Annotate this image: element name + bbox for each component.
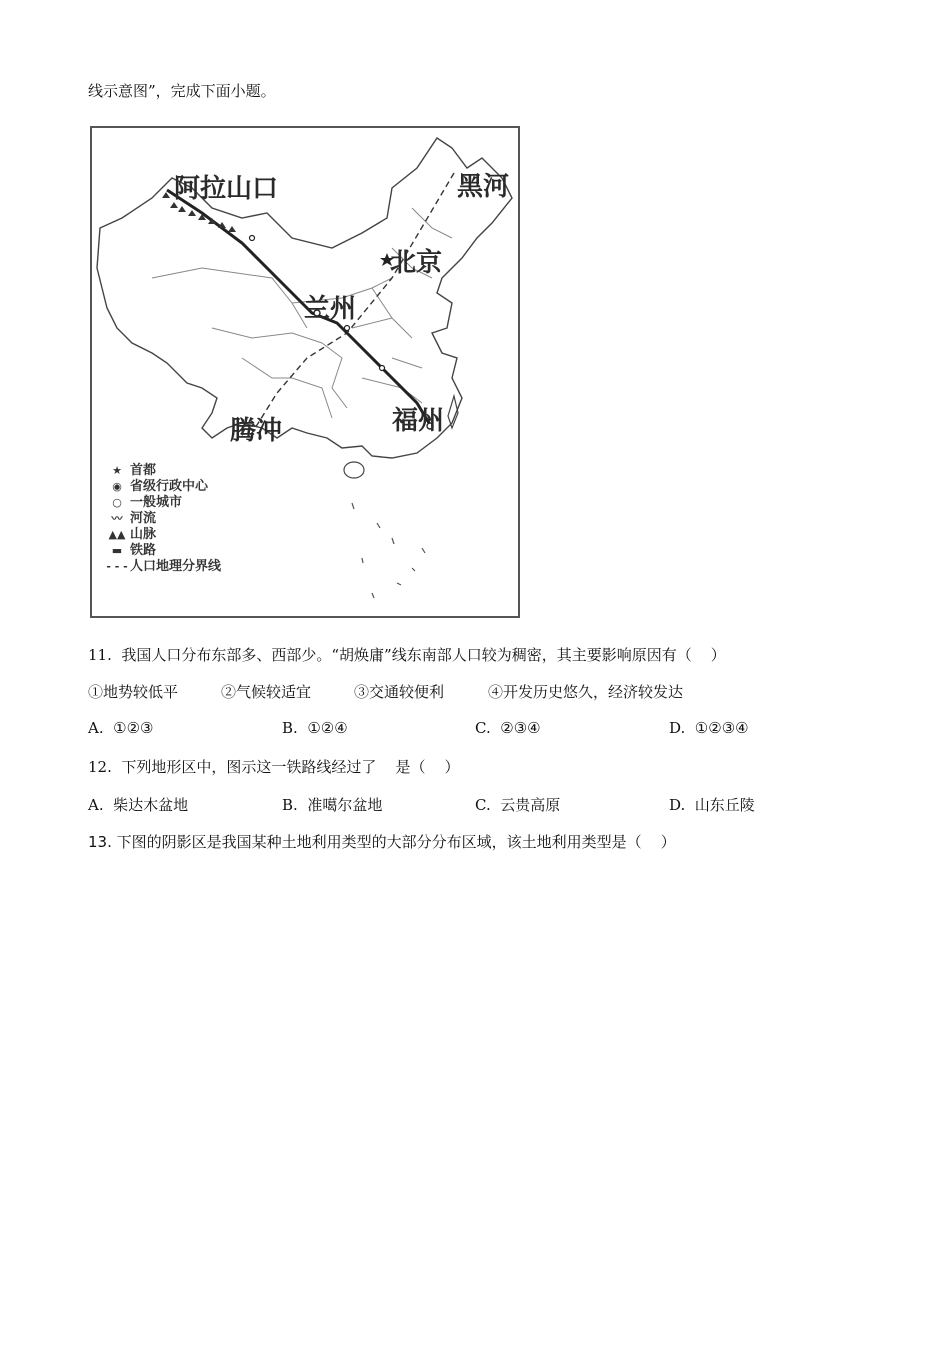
river-icon: 〰: [111, 512, 123, 525]
intro-text: 线示意图”，完成下面小题。: [88, 82, 276, 100]
city-marker: [345, 326, 350, 331]
legend-item: ○ 一般城市: [104, 495, 221, 511]
map-legend: [104, 463, 221, 575]
label-beijing: 北京: [390, 248, 443, 278]
q12-option-c[interactable]: C. 云贵高原: [475, 796, 561, 814]
q12-option-a[interactable]: A. 柴达木盆地: [88, 796, 189, 814]
q11-item: ③交通较便利: [354, 683, 445, 701]
city-marker: [250, 236, 255, 241]
city-icon: ○: [112, 496, 122, 509]
label-tengchong: 腾冲: [230, 416, 283, 446]
q11-item: ①地势较低平: [88, 683, 179, 701]
mountain-icon: ▲▲: [108, 528, 126, 541]
q12-option-d[interactable]: D. 山东丘陵: [669, 796, 755, 814]
dashed-line-icon: - - -: [106, 560, 128, 573]
q12-option-b[interactable]: B. 准噶尔盆地: [282, 796, 383, 814]
legend-item: ◉ 省级行政中心: [104, 479, 221, 495]
label-alashankou: 阿拉山口: [174, 174, 279, 204]
railway-icon: ▬: [111, 544, 123, 557]
q11-option-d[interactable]: D. ①②③④: [669, 719, 749, 737]
q11-option-c[interactable]: C. ②③④: [475, 719, 541, 737]
label-lanzhou: 兰州: [304, 294, 357, 324]
legend-item: 〰 河流: [104, 511, 221, 527]
q12-stem: 12. 下列地形区中，图示这一铁路线经过了 是（ ）: [88, 758, 460, 776]
q13-stem: 13. 下图的阴影区是我国某种土地利用类型的大部分分布区域，该土地利用类型是（ ）: [88, 833, 676, 851]
legend-item: - - - 人口地理分界线: [104, 559, 221, 575]
q11-stem: 11. 我国人口分布东部多、西部少。“胡焕庸”线东南部人口较为稠密，其主要影响原因有（ ）: [88, 646, 726, 664]
province-capital-icon: ◉: [112, 480, 122, 493]
south-sea-islands: [352, 503, 425, 598]
star-icon: ★: [112, 464, 122, 477]
q11-option-b[interactable]: B. ①②④: [282, 719, 348, 737]
hainan-island: [344, 462, 364, 478]
label-heihe: 黑河: [457, 172, 510, 202]
legend-item: ★ 首都: [104, 463, 221, 479]
railway-line: [167, 190, 432, 428]
q11-item: ④开发历史悠久，经济较发达: [488, 683, 684, 701]
city-marker: [380, 366, 385, 371]
q11-option-a[interactable]: A. ①②③: [88, 719, 154, 737]
q11-item: ②气候较适宜: [221, 683, 312, 701]
china-map: [90, 126, 520, 618]
legend-item: ▬ 铁路: [104, 543, 221, 559]
legend-item: ▲▲ 山脉: [104, 527, 221, 543]
label-fuzhou: 福州: [392, 406, 445, 436]
